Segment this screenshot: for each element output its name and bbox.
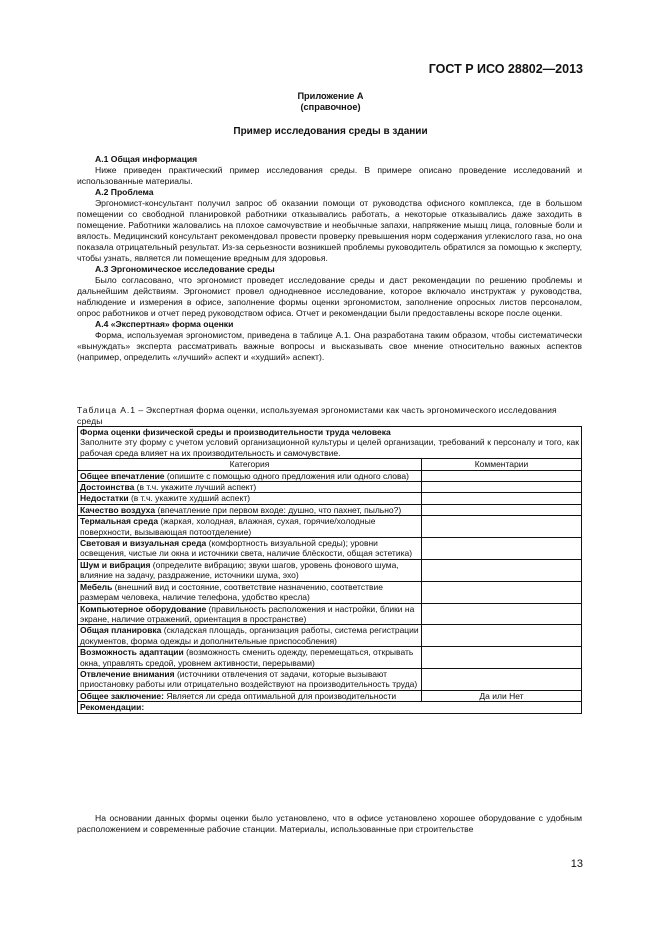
category-cell — [78, 668, 422, 690]
table-row — [78, 538, 582, 560]
category-cell — [78, 538, 422, 560]
section-heading-a1: А.1 Общая информация — [95, 154, 198, 164]
comment-cell — [422, 504, 582, 515]
category-cell — [78, 482, 422, 493]
section-heading-a3: А.3 Эргономическое исследование среды — [95, 264, 275, 274]
recommendations-label: Рекомендации: — [78, 702, 582, 713]
category-cell — [78, 559, 422, 581]
appendix-title: Приложение А — [297, 91, 364, 101]
evaluation-form-table — [77, 426, 582, 714]
category-description: (в т.ч. укажите лучший аспект) — [134, 482, 257, 493]
comment-cell — [422, 470, 582, 481]
column-header-row — [78, 459, 582, 470]
comment-cell — [422, 493, 582, 504]
form-header-cell — [78, 427, 582, 459]
comment-cell: Да или Нет — [422, 690, 582, 701]
category-name: Мебель — [80, 581, 113, 592]
column-header-category: Категория — [78, 459, 422, 470]
category-description: (правильность расположения и настройки, блики на экране, наличие отражений, ориентация в пространстве) — [80, 603, 415, 624]
section-heading-a2: А.2 Проблема — [95, 187, 154, 197]
category-cell — [78, 581, 422, 603]
table-caption-text: – Экспертная форма оценки, используемая эргономистами как часть эргономического исследования среды — [77, 405, 557, 426]
comment-cell — [422, 581, 582, 603]
form-instruction: Заполните эту форму с учетом условий организационной культуры и целей организации, требований к персоналу и того, как рабочая среда влияет на их производительность и самочувствие. — [80, 437, 579, 458]
category-name: Возможность адаптации — [80, 647, 184, 658]
table-row — [78, 668, 582, 690]
comment-cell — [422, 603, 582, 625]
category-description: (определите вибрацию; звуки шагов, уровень фонового шума, влияние на задачу, раздражение, источники шума, эхо) — [80, 559, 399, 581]
table-row — [78, 690, 582, 701]
table-caption-label: Таблица А.1 — [77, 405, 136, 415]
table-caption — [77, 405, 582, 427]
table-row — [78, 482, 582, 493]
table-row — [78, 581, 582, 603]
category-description: (жаркая, холодная, влажная, сухая, горячие/холодные поверхности, вызывающая потоотделение) — [80, 516, 376, 537]
category-name: Световая и визуальная среда — [80, 538, 207, 549]
section-text-a4: Форма, используемая эргономистом, приведена в таблице А.1. Она разработана таким образом, чтобы систематически «вынуждать» эксперта рассматривать важные вопросы и высказывать свое мнение относительно важных аспектов (например, определить «лучший» аспект и «худший» аспект). — [77, 330, 582, 362]
table-row — [78, 647, 582, 669]
table-row — [78, 470, 582, 481]
category-cell — [78, 516, 422, 538]
table-row — [78, 603, 582, 625]
column-header-comments: Комментарии — [422, 459, 582, 470]
comment-cell — [422, 482, 582, 493]
category-description: Является ли среда оптимальной для производительности — [163, 690, 397, 701]
comment-cell — [422, 668, 582, 690]
section-heading-a4: А.4 «Экспертная» форма оценки — [95, 319, 234, 329]
form-header-row — [78, 427, 582, 459]
category-description: (в т.ч. укажите худший аспект) — [128, 493, 251, 504]
comment-cell — [422, 647, 582, 669]
category-name: Общая планировка — [80, 625, 162, 636]
category-name: Шум и вибрация — [80, 559, 151, 570]
comment-cell — [422, 538, 582, 560]
category-description: (внешний вид и состояние, соответствие назначению, соответствие размерам человека, наличие телефона, удобство кресла) — [80, 581, 383, 603]
category-name: Достоинства — [80, 482, 135, 493]
category-name: Компьютерное оборудование — [80, 603, 207, 614]
category-name: Отвлечение внимания — [80, 668, 175, 679]
section-text-a2: Эргономист-консультант получил запрос об оказании помощи от руководства офисного комплекса, где в большом помещении со свободной планировкой работники отказывались работать, а некоторые отказывались даже заходить в помещение. Работники жаловались на плохое самочувствие и необычные запахи, напряжение мышц лица, головные боли и вялость. Медицинский консультант рекомендовал провести проверку превышения норм содержания углекислого газа, но она показала отрицательный результат. Из-за серьезности возникшей проблемы руководитель обратился за помощью к эксперту, чтобы узнать, является ли помещение вредным для здоровья. — [77, 198, 582, 263]
standard-code: ГОСТ Р ИСО 28802—2013 — [428, 62, 583, 76]
comment-cell — [422, 559, 582, 581]
section-text-a1: Ниже приведен практический пример исследования среды. В примере описано проведение исследований и использованные материалы. — [77, 165, 582, 186]
page-number: 13 — [570, 858, 583, 870]
table-row — [78, 493, 582, 504]
table-row — [78, 559, 582, 581]
document-title: Пример исследования среды в здании — [233, 126, 428, 137]
category-cell — [78, 470, 422, 481]
category-description: (возможность сменить одежду, перемещаться, открывать окна, управлять средой, уровнем активности, перерывами) — [80, 647, 414, 668]
category-description: (впечатление при первом входе: душно, что пахнет, пыльно?) — [155, 504, 402, 515]
category-cell — [78, 603, 422, 625]
section-text-a3: Было согласовано, что эргономист проведет исследование среды и даст рекомендации по решению проблемы и дальнейшим действиям. Эргономист провел однодневное исследование, которое включало инструктаж у руководства, наблюдение и измерения в офисе, заполнение формы оценки эргономистом, заполнение опросных листов персоналом, опрос работников и отчет перед руководством офиса. Отчет и рекомендации были предоставлены вскоре после оценки. — [77, 275, 582, 318]
category-name: Недостатки — [80, 493, 129, 504]
category-name: Качество воздуха — [80, 504, 156, 515]
after-table-text: На основании данных формы оценки было установлено, что в офисе установлено хорошее оборудование с удобным расположением и современные рабочие станции. Материалы, использованные при строительстве — [77, 813, 582, 834]
table-row — [78, 625, 582, 647]
category-description: (комфортность визуальной среды); уровни освещения, чистые ли окна и источники света, наличие блёскости, общая эстетика) — [80, 538, 413, 559]
category-cell — [78, 625, 422, 647]
category-description: (складская площадь, организация работы, система регистрации документов, форма одежды и дополнительные приспособления) — [80, 625, 419, 646]
form-title: Форма оценки физической среды и производительности труда человека — [80, 427, 391, 437]
comment-cell — [422, 625, 582, 647]
category-description: (источники отвлечения от задачи, которые вызывают приостановку работы или отрицательно воздействуют на производительность труда) — [80, 668, 418, 690]
comment-cell — [422, 516, 582, 538]
body-text — [77, 154, 582, 363]
category-cell — [78, 647, 422, 669]
category-cell — [78, 493, 422, 504]
category-cell — [78, 690, 422, 701]
table-row — [78, 516, 582, 538]
recommendations-row — [78, 702, 582, 713]
table-row — [78, 504, 582, 515]
category-name: Общее впечатление — [80, 470, 165, 481]
category-name: Термальная среда — [80, 516, 159, 527]
appendix-subtitle: (справочное) — [300, 102, 361, 112]
category-name: Общее заключение: — [80, 690, 164, 701]
category-cell — [78, 504, 422, 515]
category-description: (опишите с помощью одного предложения или одного слова) — [164, 470, 409, 481]
